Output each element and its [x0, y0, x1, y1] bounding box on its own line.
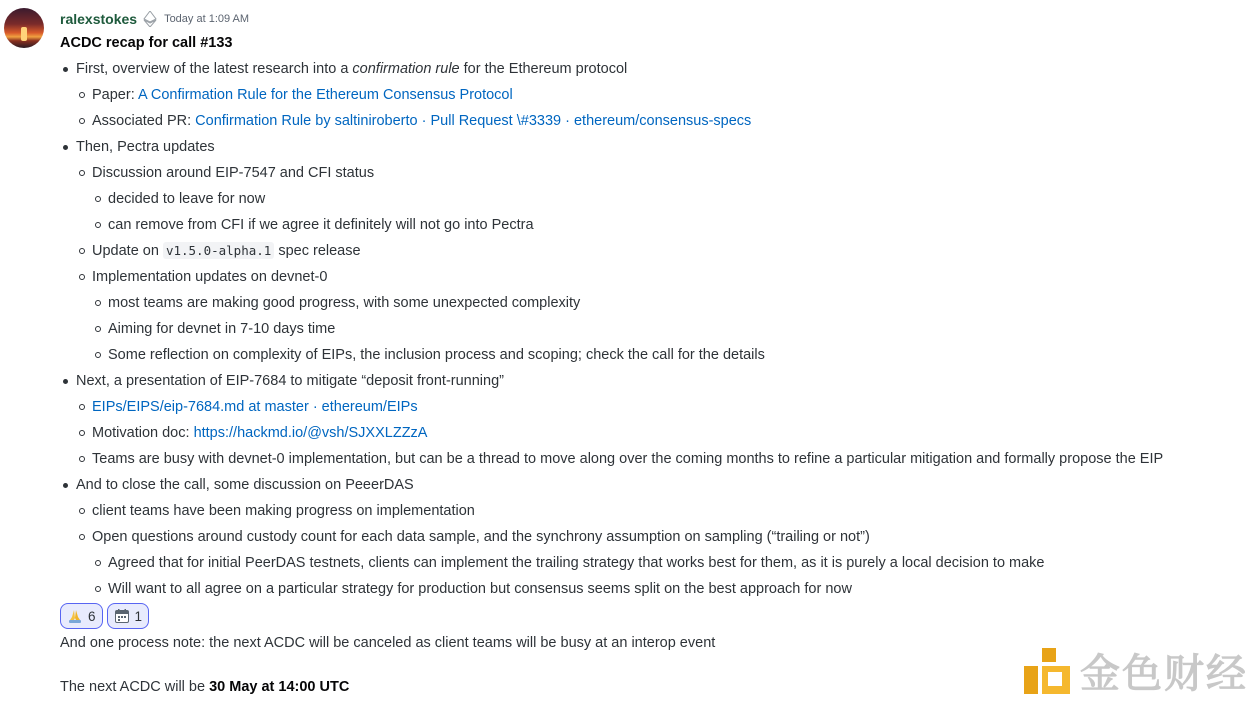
- list-item: Discussion around EIP-7547 and CFI status: [60, 160, 1255, 186]
- watermark-logo-icon: [1024, 648, 1070, 694]
- watermark: [1024, 642, 1248, 699]
- list-item: most teams are making good progress, with some unexpected complexity: [60, 290, 1255, 316]
- hackmd-link[interactable]: https://hackmd.io/@vsh/SJXXLZZzA: [193, 425, 428, 441]
- watermark-text: 金色财经: [1080, 651, 1248, 697]
- list-item: Agreed that for initial PeerDAS testnets, clients can implement the trailing strategy that works best for them, as it is purely a local decision to make: [60, 550, 1255, 576]
- list-item: Motivation doc: https://hackmd.io/@vsh/SJXXLZZzA: [60, 420, 1255, 446]
- avatar[interactable]: [4, 8, 44, 48]
- next-call-note: The next ACDC will be 30 May at 14:00 UTC: [60, 679, 350, 695]
- reaction-count: 6: [88, 608, 96, 624]
- message-title: ACDC recap for call #133: [60, 35, 233, 51]
- list-item: client teams have been making progress on implementation: [60, 498, 1255, 524]
- eip-link[interactable]: EIPs/EIPS/eip-7684.md at master · ethereum/EIPs: [92, 399, 418, 415]
- folded-hands-icon: [67, 608, 83, 624]
- list-item: [60, 394, 1255, 420]
- ethereum-icon: [143, 11, 157, 27]
- list-item: Some reflection on complexity of EIPs, the inclusion process and scoping; check the call for the details: [60, 342, 1255, 368]
- paper-link[interactable]: A Confirmation Rule for the Ethereum Consensus Protocol: [137, 87, 513, 103]
- reactions-bar: [60, 603, 149, 629]
- list-item: Open questions around custody count for each data sample, and the synchrony assumption on sampling (“trailing or not”): [60, 524, 1255, 550]
- pr-link[interactable]: Confirmation Rule by saltiniroberto · Pull Request \#3339 · ethereum/consensus-specs: [195, 113, 752, 129]
- message-body: [60, 30, 1255, 602]
- list-item: Will want to all agree on a particular strategy for production but consensus seems split on the best approach for now: [60, 576, 1255, 602]
- list-item: Then, Pectra updates: [60, 134, 1255, 160]
- list-item: Implementation updates on devnet-0: [60, 264, 1255, 290]
- message-header: [60, 9, 249, 29]
- username[interactable]: ralexstokes: [60, 11, 138, 27]
- list-item: Teams are busy with devnet-0 implementation, but can be a thread to move along over the coming months to refine a particular mitigation and formally propose the EIP: [60, 446, 1255, 472]
- inline-code: v1.5.0-alpha.1: [163, 242, 274, 259]
- list-item: can remove from CFI if we agree it definitely will not go into Pectra: [60, 212, 1255, 238]
- list-item: First, overview of the latest research into a confirmation rule for the Ethereum protocol: [60, 56, 1255, 82]
- process-note: And one process note: the next ACDC will be canceled as client teams will be busy at an interop event: [60, 635, 716, 651]
- list-item: Aiming for devnet in 7-10 days time: [60, 316, 1255, 342]
- list-item: Update on v1.5.0-alpha.1 spec release: [60, 238, 1255, 264]
- timestamp: Today at 1:09 AM: [164, 13, 250, 25]
- list-item: Paper: A Confirmation Rule for the Ethereum Consensus Protocol: [60, 82, 1255, 108]
- reaction-folded-hands[interactable]: [60, 603, 103, 629]
- list-item: Associated PR: Confirmation Rule by saltiniroberto · Pull Request \#3339 · ethereum/consensus-specs: [60, 108, 1255, 134]
- list-item: Next, a presentation of EIP-7684 to mitigate “deposit front-running”: [60, 368, 1255, 394]
- reaction-calendar[interactable]: [107, 603, 150, 629]
- list-item: And to close the call, some discussion on PeeerDAS: [60, 472, 1255, 498]
- reaction-count: 1: [134, 608, 143, 624]
- calendar-icon: [114, 608, 130, 624]
- list-item: decided to leave for now: [60, 186, 1255, 212]
